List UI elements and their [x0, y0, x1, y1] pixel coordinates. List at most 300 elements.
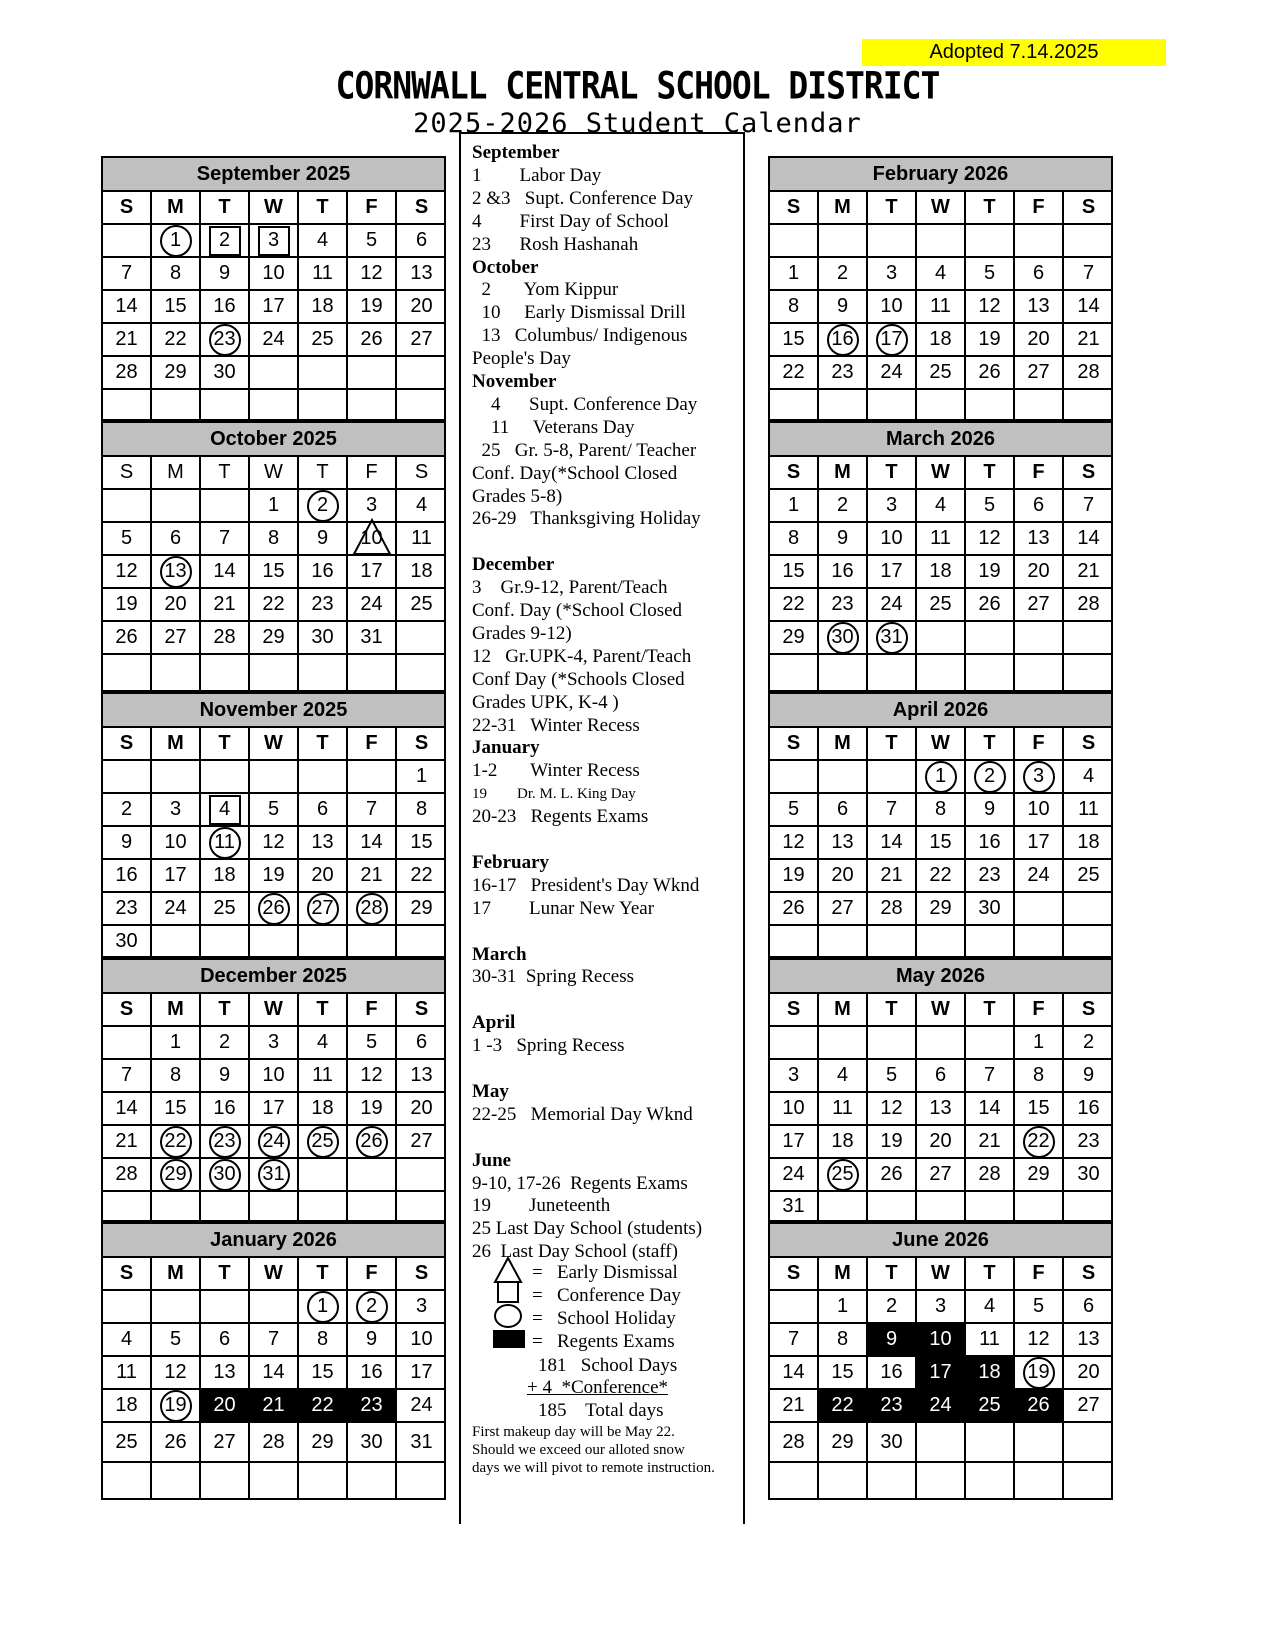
empty-day-cell	[966, 1463, 1015, 1498]
event-line: Grades UPK, K-4 )	[472, 691, 619, 713]
day-cell: 27	[397, 1126, 446, 1159]
day-number: 10	[360, 527, 383, 549]
circle-mark	[257, 1127, 291, 1157]
empty-day-cell	[966, 1027, 1015, 1060]
empty-day-cell	[917, 225, 966, 258]
empty-day-cell	[299, 926, 348, 956]
day-cell	[348, 893, 397, 926]
day-cell: 23	[348, 1390, 397, 1423]
event-month-heading: February	[472, 851, 550, 873]
day-cell: 8	[397, 794, 446, 827]
day-cell: 14	[1064, 523, 1113, 556]
day-number: 26	[360, 1130, 383, 1152]
day-cell: 11	[819, 1093, 868, 1126]
day-cell: 19	[250, 860, 299, 893]
empty-day-cell	[917, 655, 966, 690]
day-cell: 28	[1064, 589, 1113, 622]
day-cell: 25	[966, 1390, 1015, 1423]
empty-day-cell	[397, 622, 446, 655]
day-cell: 23	[868, 1390, 917, 1423]
weekday-header: T	[201, 994, 250, 1027]
day-cell: 28	[201, 622, 250, 655]
event-month-heading: October	[472, 256, 539, 278]
calendar-march-2026	[768, 421, 1113, 692]
day-cell: 23	[966, 860, 1015, 893]
day-cell: 12	[103, 556, 152, 589]
day-cell: 4	[299, 225, 348, 258]
day-cell	[250, 1126, 299, 1159]
day-cell: 9	[1064, 1060, 1113, 1093]
day-cell	[201, 225, 250, 258]
day-cell: 24	[868, 357, 917, 390]
day-number: 27	[311, 897, 334, 919]
day-cell	[348, 1126, 397, 1159]
empty-day-cell	[250, 655, 299, 690]
weekday-header: T	[299, 728, 348, 761]
day-number: 1	[316, 1295, 329, 1317]
day-cell: 26	[1015, 1390, 1064, 1423]
day-cell	[868, 324, 917, 357]
filled-legend-icon	[493, 1325, 527, 1356]
empty-day-cell	[201, 1291, 250, 1324]
day-cell: 20	[917, 1126, 966, 1159]
day-cell: 6	[1064, 1291, 1113, 1324]
empty-day-cell	[152, 390, 201, 419]
day-cell: 17	[1015, 827, 1064, 860]
event-line: 26-29 Thanksgiving Holiday	[472, 508, 701, 530]
event-line: 1 Labor Day	[472, 164, 602, 186]
day-number: 11	[214, 831, 235, 853]
day-cell: 17	[397, 1357, 446, 1390]
day-cell: 24	[1015, 860, 1064, 893]
day-number: 19	[1027, 1361, 1050, 1383]
day-cell: 27	[201, 1423, 250, 1463]
day-cell: 23	[819, 589, 868, 622]
empty-day-cell	[868, 926, 917, 956]
circle-mark	[257, 1160, 291, 1190]
calendar-month-title: April 2026	[770, 694, 1111, 728]
day-cell: 18	[397, 556, 446, 589]
day-cell: 11	[1064, 794, 1113, 827]
empty-day-cell	[348, 390, 397, 419]
weekday-header: S	[397, 728, 446, 761]
day-cell: 3	[152, 794, 201, 827]
day-cell: 21	[201, 589, 250, 622]
empty-day-cell	[201, 390, 250, 419]
empty-day-cell	[917, 1192, 966, 1220]
empty-day-cell	[819, 1027, 868, 1060]
empty-day-cell	[1064, 1463, 1113, 1498]
weekday-header: T	[201, 1258, 250, 1291]
day-cell: 2	[868, 1291, 917, 1324]
day-cell: 5	[152, 1324, 201, 1357]
circle-mark	[875, 623, 909, 653]
day-cell: 27	[1015, 357, 1064, 390]
day-cell: 9	[819, 523, 868, 556]
day-cell: 9	[103, 827, 152, 860]
day-cell: 9	[966, 794, 1015, 827]
day-cell: 5	[103, 523, 152, 556]
day-cell: 22	[819, 1390, 868, 1423]
day-cell: 19	[348, 1093, 397, 1126]
day-cell: 9	[201, 1060, 250, 1093]
weekday-header: T	[868, 728, 917, 761]
day-cell: 18	[201, 860, 250, 893]
day-cell: 14	[966, 1093, 1015, 1126]
empty-day-cell	[201, 1192, 250, 1220]
circle-mark	[1022, 762, 1056, 792]
day-cell: 21	[1064, 324, 1113, 357]
day-cell: 31	[770, 1192, 819, 1220]
empty-day-cell	[1064, 1192, 1113, 1220]
day-cell: 23	[819, 357, 868, 390]
empty-day-cell	[250, 357, 299, 390]
empty-day-cell	[966, 1192, 1015, 1220]
weekday-header: S	[1064, 994, 1113, 1027]
day-cell: 13	[819, 827, 868, 860]
day-number: 23	[213, 1130, 236, 1152]
empty-day-cell	[917, 1423, 966, 1463]
empty-day-cell	[397, 1192, 446, 1220]
day-cell: 7	[250, 1324, 299, 1357]
day-cell: 17	[250, 1093, 299, 1126]
day-cell: 16	[201, 291, 250, 324]
event-line: Conf. Day (*School Closed	[472, 600, 683, 621]
day-cell: 14	[201, 556, 250, 589]
day-number: 16	[831, 328, 854, 350]
empty-day-cell	[966, 390, 1015, 419]
weekday-header: F	[1015, 192, 1064, 225]
weekday-header: T	[966, 994, 1015, 1027]
weekday-header: S	[397, 1258, 446, 1291]
day-cell: 28	[770, 1423, 819, 1463]
circle-mark	[208, 1127, 242, 1157]
day-cell: 25	[917, 357, 966, 390]
empty-day-cell	[103, 490, 152, 523]
day-cell: 8	[152, 258, 201, 291]
day-cell	[250, 1159, 299, 1192]
day-cell: 25	[917, 589, 966, 622]
weekday-header: S	[397, 994, 446, 1027]
day-cell: 1	[152, 1027, 201, 1060]
day-cell	[152, 1390, 201, 1423]
weekday-header: M	[819, 457, 868, 490]
empty-day-cell	[966, 225, 1015, 258]
day-cell: 1	[819, 1291, 868, 1324]
day-number: 22	[164, 1130, 187, 1152]
day-cell: 17	[348, 556, 397, 589]
day-cell: 20	[201, 1390, 250, 1423]
calendar-january-2026	[101, 1222, 446, 1500]
empty-day-cell	[868, 1463, 917, 1498]
event-line: 16-17 President's Day Wknd	[472, 874, 700, 896]
empty-day-cell	[250, 1463, 299, 1498]
day-number: 26	[262, 897, 285, 919]
day-cell: 5	[250, 794, 299, 827]
day-cell: 31	[397, 1423, 446, 1463]
weekday-header: S	[770, 192, 819, 225]
day-cell: 24	[348, 589, 397, 622]
day-cell: 3	[397, 1291, 446, 1324]
day-cell: 7	[966, 1060, 1015, 1093]
day-cell: 4	[917, 490, 966, 523]
day-cell	[868, 622, 917, 655]
day-cell: 22	[250, 589, 299, 622]
weekday-header: S	[397, 192, 446, 225]
day-cell: 22	[917, 860, 966, 893]
day-cell	[819, 324, 868, 357]
day-cell: 15	[819, 1357, 868, 1390]
empty-day-cell	[250, 1291, 299, 1324]
day-cell: 24	[152, 893, 201, 926]
weekday-header: S	[103, 1258, 152, 1291]
event-month-heading: January	[472, 737, 540, 759]
empty-day-cell	[868, 225, 917, 258]
day-cell	[152, 1159, 201, 1192]
empty-day-cell	[1064, 390, 1113, 419]
day-cell: 4	[299, 1027, 348, 1060]
empty-day-cell	[1015, 655, 1064, 690]
empty-day-cell	[348, 357, 397, 390]
day-cell: 1	[1015, 1027, 1064, 1060]
empty-day-cell	[201, 1463, 250, 1498]
day-cell: 21	[250, 1390, 299, 1423]
day-cell: 5	[868, 1060, 917, 1093]
day-cell: 29	[1015, 1159, 1064, 1192]
circle-mark	[1022, 1127, 1056, 1157]
day-cell: 19	[770, 860, 819, 893]
event-line: 2 &3 Supt. Conference Day	[472, 187, 694, 209]
empty-day-cell	[299, 655, 348, 690]
day-cell: 8	[152, 1060, 201, 1093]
weekday-header: F	[1015, 728, 1064, 761]
circle-mark	[208, 325, 242, 355]
calendar-september-2025	[101, 156, 446, 421]
empty-day-cell	[868, 1027, 917, 1060]
day-cell: 4	[1064, 761, 1113, 794]
day-cell: 15	[152, 1093, 201, 1126]
empty-day-cell	[770, 761, 819, 794]
day-cell: 15	[1015, 1093, 1064, 1126]
empty-day-cell	[966, 622, 1015, 655]
day-number: 31	[262, 1163, 285, 1185]
day-cell: 10	[250, 258, 299, 291]
day-cell: 12	[152, 1357, 201, 1390]
weekday-header: T	[299, 1258, 348, 1291]
weekday-header: M	[819, 994, 868, 1027]
weekday-header: F	[348, 1258, 397, 1291]
weekday-header: S	[1064, 192, 1113, 225]
weekday-header: W	[250, 457, 299, 490]
day-cell: 24	[770, 1159, 819, 1192]
day-cell: 7	[1064, 490, 1113, 523]
empty-day-cell	[917, 1027, 966, 1060]
empty-day-cell	[770, 1027, 819, 1060]
day-cell: 21	[966, 1126, 1015, 1159]
weekday-header: W	[917, 457, 966, 490]
weekday-header: T	[966, 1258, 1015, 1291]
event-line: 4 First Day of School	[472, 210, 669, 232]
day-cell: 26	[966, 589, 1015, 622]
day-number: 22	[1027, 1130, 1050, 1152]
day-cell: 3	[868, 258, 917, 291]
day-cell: 18	[299, 291, 348, 324]
day-number: 3	[267, 229, 280, 251]
day-cell: 6	[397, 1027, 446, 1060]
calendar-month-title: June 2026	[770, 1224, 1111, 1258]
empty-day-cell	[299, 390, 348, 419]
empty-day-cell	[1064, 225, 1113, 258]
day-cell: 2	[1064, 1027, 1113, 1060]
day-cell	[201, 1126, 250, 1159]
empty-day-cell	[201, 761, 250, 794]
day-cell: 12	[348, 1060, 397, 1093]
empty-day-cell	[152, 926, 201, 956]
day-cell	[299, 893, 348, 926]
calendar-month-title: January 2026	[103, 1224, 444, 1258]
day-cell: 12	[1015, 1324, 1064, 1357]
event-line: 3 Gr.9-12, Parent/Teach	[472, 577, 668, 599]
day-cell: 14	[348, 827, 397, 860]
circle-mark	[159, 1127, 193, 1157]
day-cell: 21	[103, 324, 152, 357]
day-cell: 8	[917, 794, 966, 827]
legend-label: = Regents Exams	[532, 1331, 675, 1352]
weekday-header: W	[250, 728, 299, 761]
empty-day-cell	[103, 1027, 152, 1060]
day-cell: 14	[770, 1357, 819, 1390]
day-cell: 20	[299, 860, 348, 893]
day-cell: 7	[103, 258, 152, 291]
empty-day-cell	[917, 1463, 966, 1498]
circle-mark	[973, 762, 1007, 792]
day-cell: 27	[819, 893, 868, 926]
day-cell: 7	[348, 794, 397, 827]
empty-day-cell	[103, 225, 152, 258]
empty-day-cell	[103, 390, 152, 419]
empty-day-cell	[770, 390, 819, 419]
square-mark	[208, 226, 242, 256]
footnote-line: First makeup day will be May 22.	[472, 1424, 675, 1440]
weekday-header: S	[1064, 728, 1113, 761]
event-line: Grades 5-8)	[472, 485, 563, 507]
event-line: Grades 9-12)	[472, 622, 572, 644]
empty-day-cell	[152, 1291, 201, 1324]
empty-day-cell	[1015, 390, 1064, 419]
day-cell: 28	[103, 1159, 152, 1192]
day-number: 24	[262, 1130, 285, 1152]
empty-day-cell	[201, 655, 250, 690]
weekday-header: S	[103, 728, 152, 761]
calendar-april-2026	[768, 692, 1113, 958]
empty-day-cell	[1064, 622, 1113, 655]
day-cell: 14	[868, 827, 917, 860]
day-cell: 10	[397, 1324, 446, 1357]
empty-day-cell	[1015, 893, 1064, 926]
day-cell: 11	[917, 523, 966, 556]
day-number: 1	[169, 229, 182, 251]
day-cell: 19	[348, 291, 397, 324]
day-number: 2	[983, 765, 996, 787]
weekday-header: T	[201, 457, 250, 490]
empty-day-cell	[1015, 926, 1064, 956]
day-cell: 5	[1015, 1291, 1064, 1324]
empty-day-cell	[152, 761, 201, 794]
day-cell: 14	[1064, 291, 1113, 324]
event-line: 26 Last Day School (staff)	[472, 1241, 678, 1263]
day-cell: 31	[348, 622, 397, 655]
day-cell: 15	[397, 827, 446, 860]
weekday-header: T	[868, 1258, 917, 1291]
empty-day-cell	[1015, 1192, 1064, 1220]
day-cell: 7	[1064, 258, 1113, 291]
event-month-heading: May	[472, 1080, 509, 1102]
empty-day-cell	[819, 390, 868, 419]
circle-mark	[355, 1127, 389, 1157]
day-cell: 30	[966, 893, 1015, 926]
day-cell: 27	[917, 1159, 966, 1192]
day-cell: 18	[819, 1126, 868, 1159]
day-number: 30	[831, 626, 854, 648]
day-cell: 19	[103, 589, 152, 622]
event-line: 13 Columbus/ Indigenous	[472, 325, 688, 347]
day-cell: 20	[397, 291, 446, 324]
empty-day-cell	[103, 1463, 152, 1498]
day-cell: 13	[299, 827, 348, 860]
event-line: 2 Yom Kippur	[472, 279, 619, 301]
day-cell	[250, 893, 299, 926]
day-cell: 24	[397, 1390, 446, 1423]
empty-day-cell	[770, 1291, 819, 1324]
empty-day-cell	[397, 1159, 446, 1192]
empty-day-cell	[348, 1192, 397, 1220]
empty-day-cell	[868, 1192, 917, 1220]
day-cell: 15	[770, 556, 819, 589]
weekday-header: S	[770, 457, 819, 490]
day-cell: 16	[201, 1093, 250, 1126]
empty-day-cell	[917, 622, 966, 655]
day-number: 25	[311, 1130, 334, 1152]
empty-day-cell	[770, 225, 819, 258]
day-cell: 3	[917, 1291, 966, 1324]
event-line: 9-10, 17-26 Regents Exams	[472, 1172, 688, 1194]
event-line: 19 Juneteenth	[472, 1195, 611, 1217]
day-cell: 1	[397, 761, 446, 794]
weekday-header: S	[103, 457, 152, 490]
day-cell: 17	[770, 1126, 819, 1159]
event-month-heading: December	[472, 554, 555, 576]
adopted-badge: Adopted 7.14.2025	[862, 39, 1166, 66]
day-cell: 26	[770, 893, 819, 926]
empty-day-cell	[397, 655, 446, 690]
day-cell	[1015, 1357, 1064, 1390]
day-cell: 29	[397, 893, 446, 926]
day-cell	[299, 490, 348, 523]
day-cell: 30	[868, 1423, 917, 1463]
day-cell: 13	[917, 1093, 966, 1126]
empty-day-cell	[397, 1463, 446, 1498]
day-cell	[1015, 761, 1064, 794]
empty-day-cell	[1015, 622, 1064, 655]
weekday-header: W	[917, 192, 966, 225]
weekday-header: M	[152, 994, 201, 1027]
total-line: 181 School Days	[538, 1355, 678, 1376]
day-cell: 24	[868, 589, 917, 622]
event-line: 30-31 Spring Recess	[472, 966, 635, 988]
day-cell: 7	[201, 523, 250, 556]
day-cell	[917, 761, 966, 794]
day-cell: 17	[152, 860, 201, 893]
